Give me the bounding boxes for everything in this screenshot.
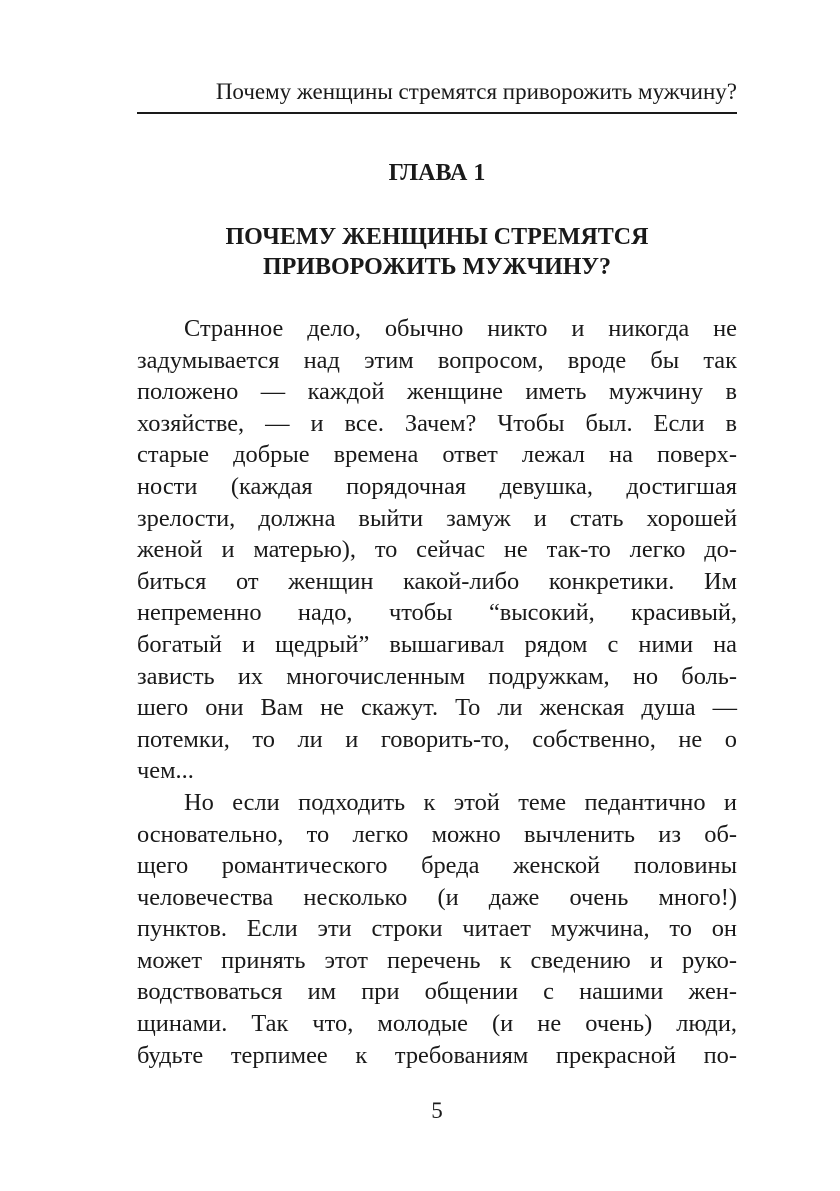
paragraph-1	[137, 313, 737, 787]
text-line: чем...	[137, 757, 194, 785]
text-line: потемки, то ли и говорить-то, собственно, не о	[137, 725, 737, 753]
text-line: зависть их многочисленным подружкам, но боль-	[137, 662, 737, 690]
text-line: шего они Вам не скажут. То ли женская душа —	[137, 694, 737, 722]
text-line: Но если подходить к этой теме педантично и	[184, 788, 737, 816]
chapter-label: ГЛАВА 1	[388, 160, 486, 186]
page-number: 5	[431, 1098, 443, 1123]
text-line: щинами. Так что, молодые (и не очень) люди,	[137, 1010, 737, 1038]
chapter-title-line: ПОЧЕМУ ЖЕНЩИНЫ СТРЕМЯТСЯ	[225, 224, 649, 250]
text-line: задумывается над этим вопросом, вроде бы так	[137, 346, 737, 374]
text-line: щего романтического бреда женской половины	[137, 852, 737, 880]
text-line: ности (каждая порядочная девушка, достигшая	[137, 472, 737, 500]
text-line: человечества несколько (и даже очень много!)	[137, 883, 737, 911]
text-line: женой и матерью), то сейчас не так-то легко до-	[137, 536, 737, 564]
text-line: основательно, то легко можно вычленить из об-	[137, 820, 737, 848]
text-line: водствоваться им при общении с нашими жен-	[137, 978, 737, 1006]
text-line: биться от женщин какой-либо конкретики. Им	[137, 567, 737, 595]
text-line: старые добрые времена ответ лежал на поверх-	[137, 441, 737, 469]
chapter-title-line: ПРИВОРОЖИТЬ МУЖЧИНУ?	[262, 254, 612, 280]
running-header: Почему женщины стремятся приворожить мужчину?	[215, 79, 737, 104]
text-line: Странное дело, обычно никто и никогда не	[184, 315, 737, 342]
text-line: положено — каждой женщине иметь мужчину в	[137, 378, 737, 406]
body-text	[137, 313, 737, 1071]
text-line: пунктов. Если эти строки читает мужчина, то он	[137, 915, 737, 943]
text-line: хозяйстве, — и все. Зачем? Чтобы был. Если в	[137, 409, 737, 437]
text-line: может принять этот перечень к сведению и руко-	[137, 946, 737, 974]
text-line: богатый и щедрый” вышагивал рядом с ними на	[137, 630, 737, 658]
text-line: непременно надо, чтобы “высокий, красивый,	[137, 599, 737, 627]
header-rule	[137, 112, 737, 114]
paragraph-2	[137, 787, 737, 1071]
text-line: зрелости, должна выйти замуж и стать хорошей	[137, 504, 737, 532]
text-line: будьте терпимее к требованиям прекрасной по-	[137, 1041, 737, 1069]
chapter-title	[137, 222, 737, 282]
